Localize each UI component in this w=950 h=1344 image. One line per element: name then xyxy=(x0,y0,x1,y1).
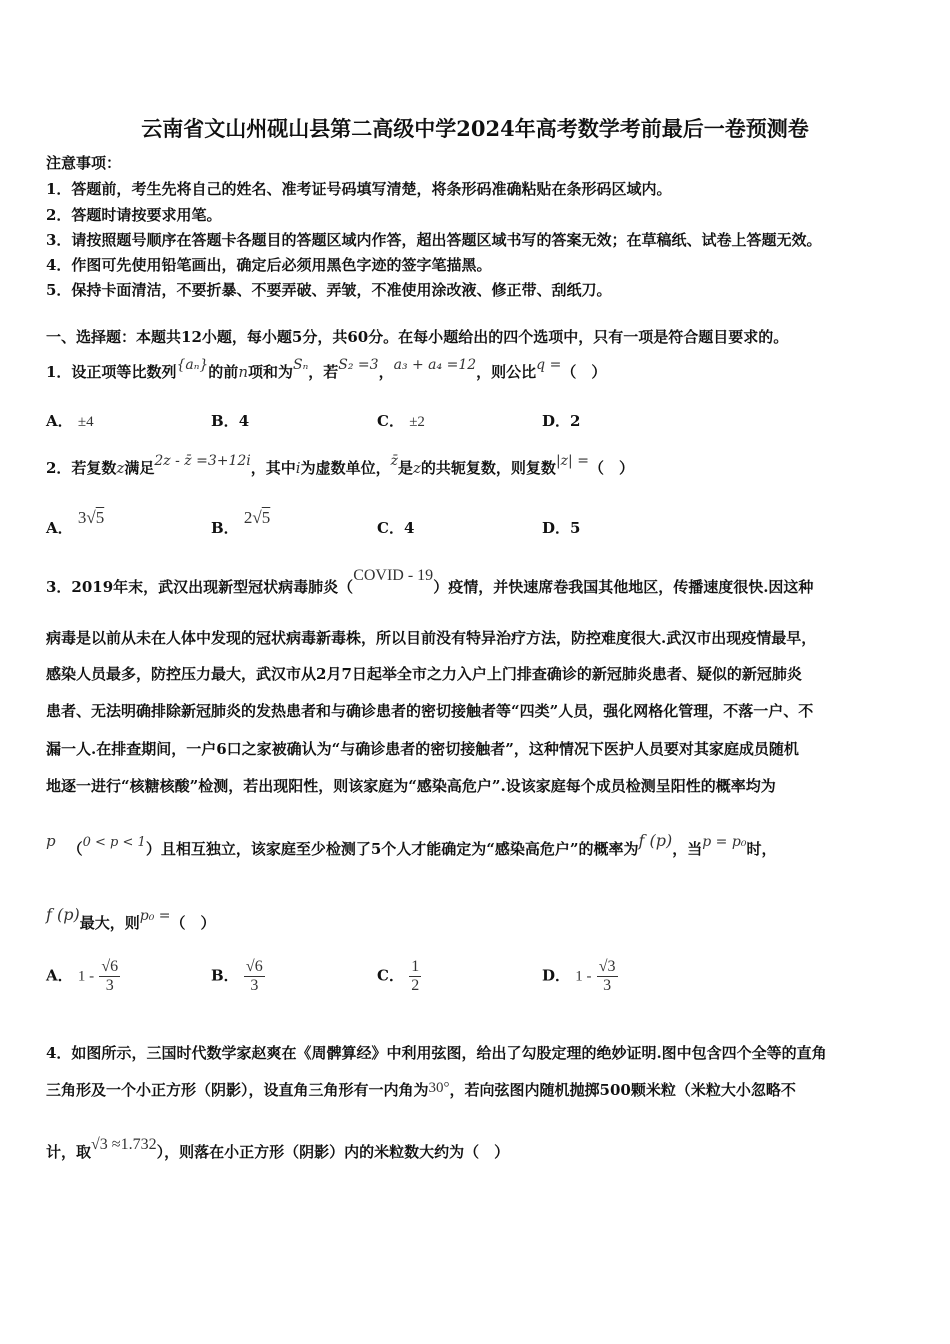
option-label: B． xyxy=(211,519,239,537)
notice-item: 1．答题前，考生先将自己的姓名、准考证号码填写清楚，将条形码准确粘贴在条形码区域内。 xyxy=(46,180,672,198)
q1-math: S₂ =3 xyxy=(338,357,379,373)
option-fraction: $\frac{√3}{3}$ xyxy=(598,958,616,994)
section-heading: 一、选择题：本题共12小题，每小题5分，共60分。在每小题给出的四个选项中，只有一项是符合题目要求的。 xyxy=(46,328,789,346)
q4-math: 30° xyxy=(428,1080,450,1096)
q2-option-d[interactable] xyxy=(542,517,580,538)
q3-math: f (p) xyxy=(638,831,673,850)
q4-text: ），则落在小正方形（阴影）内的米粒数大约为（ ） xyxy=(156,1143,510,1161)
q4-line xyxy=(46,1079,796,1100)
option-label: A． xyxy=(46,966,73,985)
option-label: A． xyxy=(46,519,73,537)
option-prefix: 1 - xyxy=(77,968,95,985)
q4-text: 三角形及一个小正方形（阴影），设直角三角形有一内角为 xyxy=(46,1081,429,1099)
option-prefix: 1 - xyxy=(575,968,592,985)
q2-text: 是 xyxy=(398,459,414,477)
q1-option-c[interactable] xyxy=(377,410,425,431)
option-label: D． xyxy=(542,519,571,537)
option-label: C． xyxy=(377,519,404,537)
q2-text: （ ） xyxy=(588,459,634,477)
q3-text: 3．2019年末，武汉出现新型冠状病毒肺炎（ xyxy=(46,578,354,596)
option-value: 5 xyxy=(570,519,581,537)
notice-item: 3．请按照题号顺序在答题卡各题目的答题区域内作答，超出答题区域书写的答案无效；在草稿纸、试卷上答题无效。 xyxy=(46,231,822,249)
q3-text: （ xyxy=(67,840,83,858)
q2-option-a[interactable] xyxy=(46,507,105,537)
q3-option-b[interactable] xyxy=(211,958,265,995)
notice-item: 2．答题时请按要求用笔。 xyxy=(46,206,222,224)
q2-math: z̄ xyxy=(390,453,398,469)
q3-line: 地逐一进行“核糖核酸”检测，若出现阳性，则该家庭为“感染高危户”.设该家庭每个成员检测呈阳性的概率均为 xyxy=(46,777,776,795)
option-fraction: $\frac{√6}{3}$ xyxy=(101,958,119,994)
q3-text: ）疫情，并快速席卷我国其他地区，传播速度很快.因这种 xyxy=(433,578,814,596)
q1-text: 的前 xyxy=(208,363,239,381)
q3-math: 0 < p < 1 xyxy=(82,835,146,850)
q4-math: √3 ≈1.732 xyxy=(91,1136,157,1153)
q3-math: COVID - 19 xyxy=(353,567,434,584)
q3-text: 时， xyxy=(746,840,777,858)
option-value: ±2 xyxy=(409,414,425,430)
q2-text: 满足 xyxy=(124,459,155,477)
q4-text: 计，取 xyxy=(46,1143,92,1161)
q3-line: 病毒是以前从未在人体中发现的冠状病毒新毒株，所以目前没有特异治疗方法，防控难度很大.武汉市出现疫情最早， xyxy=(46,629,817,647)
q3-math: p xyxy=(46,832,56,850)
option-label: B． xyxy=(211,412,239,430)
q2-math: z xyxy=(413,459,421,477)
q1-math: q = xyxy=(536,357,562,373)
q2-math: 2z - z̄ =3+12i xyxy=(154,453,251,469)
q3-text: ，当 xyxy=(672,840,703,858)
option-label: A． xyxy=(46,412,73,430)
q2-text: 的共轭复数，则复数 xyxy=(420,459,556,477)
q1-math: Sₙ xyxy=(293,357,309,373)
q1-option-d[interactable] xyxy=(542,410,580,431)
question-2 xyxy=(46,453,634,478)
q2-math: i xyxy=(295,459,301,477)
q2-text: 2．若复数 xyxy=(46,459,117,477)
q3-text: 最大，则 xyxy=(79,914,140,932)
q3-line xyxy=(46,831,777,859)
question-1 xyxy=(46,357,607,382)
question-4: 4．如图所示，三国时代数学家赵爽在《周髀算经》中利用弦图，给出了勾股定理的绝妙证明.图中包含四个全等的直角 xyxy=(46,1044,827,1062)
option-value: 3√5 xyxy=(77,508,105,527)
q4-text: ，若向弦图内随机抛掷500颗米粒（米粒大小忽略不 xyxy=(449,1081,796,1099)
q2-option-c[interactable] xyxy=(377,517,414,538)
q1-text: ，若 xyxy=(308,363,339,381)
notice-item: 4．作图可先使用铅笔画出，确定后必须用黑色字迹的签字笔描黑。 xyxy=(46,256,492,274)
option-value: ±4 xyxy=(77,414,94,430)
q3-math: f (p) xyxy=(46,905,80,924)
q1-math: a₃ + a₄ =12 xyxy=(393,357,477,373)
q3-math: p = p₀ xyxy=(702,834,747,850)
notice-item: 5．保持卡面清洁，不要折暴、不要弄破、弄皱，不准使用涂改液、修正带、刮纸刀。 xyxy=(46,281,612,299)
option-value: 4 xyxy=(403,519,415,537)
q1-option-b[interactable] xyxy=(211,410,249,431)
option-value: 2 xyxy=(570,412,581,430)
q4-line xyxy=(46,1136,510,1162)
q1-text: （ ） xyxy=(561,363,607,381)
q3-option-c[interactable] xyxy=(377,958,421,995)
option-fraction: $\frac{√6}{3}$ xyxy=(245,958,263,994)
q3-text: （ ） xyxy=(170,914,216,932)
q1-text: 项和为 xyxy=(247,363,293,381)
q1-text: ， xyxy=(378,363,394,381)
q2-option-b[interactable] xyxy=(211,507,271,537)
option-label: C． xyxy=(377,412,404,430)
q2-math: |z| = xyxy=(555,453,589,469)
option-label: D． xyxy=(542,412,571,430)
page-title: 云南省文山州砚山县第二高级中学2024年高考数学考前最后一卷预测卷 xyxy=(141,116,809,141)
q3-line: 漏一人.在排查期间，一户6口之家被确认为“与确诊患者的密切接触者”，这种情况下医护人员要对其家庭成员随机 xyxy=(46,740,799,758)
q1-math: n xyxy=(238,363,248,381)
q1-text: ，则公比 xyxy=(476,363,537,381)
q3-line xyxy=(46,905,216,933)
option-fraction: $\frac{1}{2}$ xyxy=(411,958,420,994)
notice-heading: 注意事项： xyxy=(46,154,122,172)
option-value: 2√5 xyxy=(243,508,271,527)
question-3 xyxy=(46,567,814,597)
option-label: D． xyxy=(542,966,571,985)
q3-option-d[interactable] xyxy=(542,958,618,995)
q3-option-a[interactable] xyxy=(46,958,120,995)
q1-math: {aₙ} xyxy=(176,357,209,373)
q1-option-a[interactable] xyxy=(46,410,94,431)
option-label: C． xyxy=(377,966,404,985)
q3-line: 感染人员最多，防控压力最大，武汉市从2月7日起举全市之力入户上门排查确诊的新冠肺炎患者、疑似的新冠肺炎 xyxy=(46,665,802,683)
option-value: 4 xyxy=(238,412,250,430)
q2-text: ，其中 xyxy=(250,459,296,477)
q3-line: 患者、无法明确排除新冠肺炎的发热患者和与确诊患者的密切接触者等“四类”人员，强化网格化管理，不落一户、不 xyxy=(46,702,814,720)
q3-text: ）且相互独立，该家庭至少检测了5个人才能确定为“感染高危户”的概率为 xyxy=(145,840,639,858)
q2-text: 为虚数单位， xyxy=(300,459,391,477)
option-label: B． xyxy=(211,966,239,985)
q2-math: z xyxy=(116,459,125,477)
q1-text: 1．设正项等比数列 xyxy=(46,363,177,381)
q3-math: p₀ = xyxy=(139,908,171,924)
